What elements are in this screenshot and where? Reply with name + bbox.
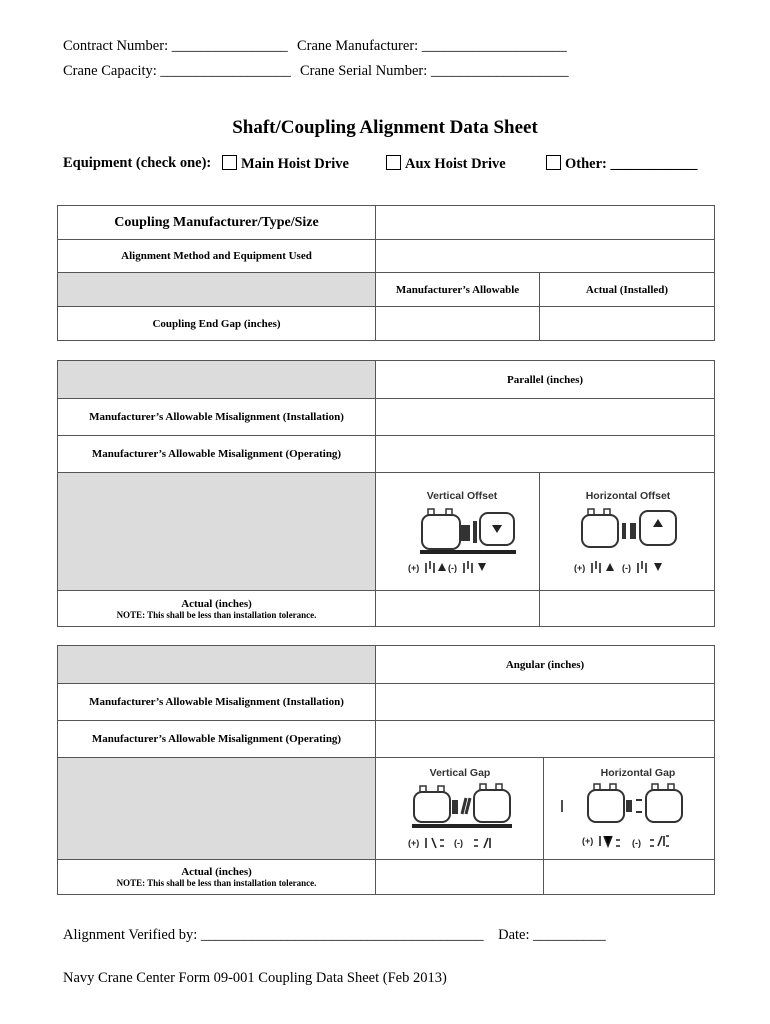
minus-mark: (-) — [448, 563, 457, 573]
vertical-gap-title: Vertical Gap — [429, 767, 490, 779]
equipment-label: Equipment (check one): — [63, 155, 212, 171]
angular-installation-label: Manufacturer’s Allowable Misalignment (Installation) — [58, 684, 376, 721]
vertical-offset-title: Vertical Offset — [426, 490, 498, 502]
checkbox-label: Other: ____________ — [565, 156, 698, 172]
page-title: Shaft/Coupling Alignment Data Sheet — [232, 117, 538, 138]
vertical-offset-figure — [376, 473, 540, 591]
checkbox-aux-hoist[interactable] — [386, 155, 506, 173]
parallel-installation-label: Manufacturer’s Allowable Misalignment (Installation) — [58, 399, 376, 436]
horizontal-offset-figure — [540, 473, 715, 591]
checkbox-main-hoist[interactable] — [222, 155, 349, 173]
end-gap-label: Coupling End Gap (inches) — [58, 307, 376, 341]
horizontal-offset-title: Horizontal Offset — [585, 490, 671, 502]
crane-capacity-field[interactable]: Crane Capacity: __________________ — [63, 63, 291, 79]
vertical-gap-diagram — [380, 758, 540, 856]
actual-installed-header: Actual (Installed) — [540, 273, 715, 307]
method-input[interactable] — [376, 240, 715, 273]
date-field[interactable]: Date: __________ — [498, 927, 606, 943]
shaded-cell — [58, 646, 376, 684]
parallel-header: Parallel (inches) — [376, 361, 715, 399]
shaded-cell — [58, 473, 376, 591]
angular-actual-label — [58, 860, 376, 895]
form-footer: Navy Crane Center Form 09-001 Coupling Data Sheet (Feb 2013) — [63, 970, 447, 986]
parallel-installation-input[interactable] — [376, 399, 715, 436]
checkbox-box[interactable] — [222, 155, 237, 170]
crane-manufacturer-field[interactable]: Crane Manufacturer: ____________________ — [297, 38, 567, 54]
end-gap-actual-input[interactable] — [540, 307, 715, 341]
verified-by-field[interactable]: Alignment Verified by: _______________________________________ — [63, 927, 484, 943]
parallel-operating-input[interactable] — [376, 436, 715, 473]
plus-mark: (+) — [407, 838, 419, 848]
angular-table — [57, 645, 715, 895]
coupling-table — [57, 205, 715, 341]
checkbox-box[interactable] — [386, 155, 401, 170]
angular-actual-horizontal-input[interactable] — [544, 860, 715, 895]
verification-row — [63, 927, 606, 944]
angular-operating-label: Manufacturer’s Allowable Misalignment (Operating) — [58, 721, 376, 758]
checkbox-box[interactable] — [546, 155, 561, 170]
parallel-actual-vertical-input[interactable] — [376, 591, 540, 627]
parallel-table — [57, 360, 715, 627]
parallel-actual-label — [58, 591, 376, 627]
coupling-label: Coupling Manufacturer/Type/Size — [58, 206, 376, 240]
angular-actual-vertical-input[interactable] — [376, 860, 544, 895]
checkbox-label: Main Hoist Drive — [241, 156, 349, 172]
checkbox-other[interactable] — [546, 155, 698, 173]
angular-installation-input[interactable] — [376, 684, 715, 721]
end-gap-allowable-input[interactable] — [376, 307, 540, 341]
minus-mark: (-) — [453, 838, 463, 848]
parallel-operating-label: Manufacturer’s Allowable Misalignment (Operating) — [58, 436, 376, 473]
vertical-offset-diagram — [378, 475, 538, 585]
parallel-actual-horizontal-input[interactable] — [540, 591, 715, 627]
actual-label: Actual (inches) — [181, 597, 252, 610]
horizontal-gap-title: Horizontal Gap — [600, 767, 676, 779]
shaded-cell — [58, 758, 376, 860]
plus-mark: (+) — [574, 563, 586, 573]
minus-mark: (-) — [622, 563, 631, 573]
coupling-input[interactable] — [376, 206, 715, 240]
contract-number-field[interactable]: Contract Number: ________________ — [63, 38, 288, 54]
angular-header: Angular (inches) — [376, 646, 715, 684]
shaded-cell — [58, 361, 376, 399]
note-text: NOTE: This shall be less than installation tolerance. — [116, 878, 317, 888]
angular-operating-input[interactable] — [376, 721, 715, 758]
plus-mark: (+) — [582, 836, 594, 846]
note-text: NOTE: This shall be less than installation tolerance. — [116, 609, 317, 620]
vertical-gap-figure — [376, 758, 544, 860]
minus-mark: (-) — [632, 838, 641, 848]
horizontal-gap-diagram — [546, 758, 712, 856]
checkbox-label: Aux Hoist Drive — [405, 156, 506, 172]
shaded-cell — [58, 273, 376, 307]
horizontal-gap-figure — [544, 758, 715, 860]
horizontal-offset-diagram — [542, 475, 712, 585]
actual-label: Actual (inches) — [181, 866, 252, 878]
method-label: Alignment Method and Equipment Used — [58, 240, 376, 273]
crane-serial-field[interactable]: Crane Serial Number: ___________________ — [300, 63, 569, 79]
plus-mark: (+) — [408, 563, 420, 573]
manufacturers-allowable-header: Manufacturer’s Allowable — [376, 273, 540, 307]
